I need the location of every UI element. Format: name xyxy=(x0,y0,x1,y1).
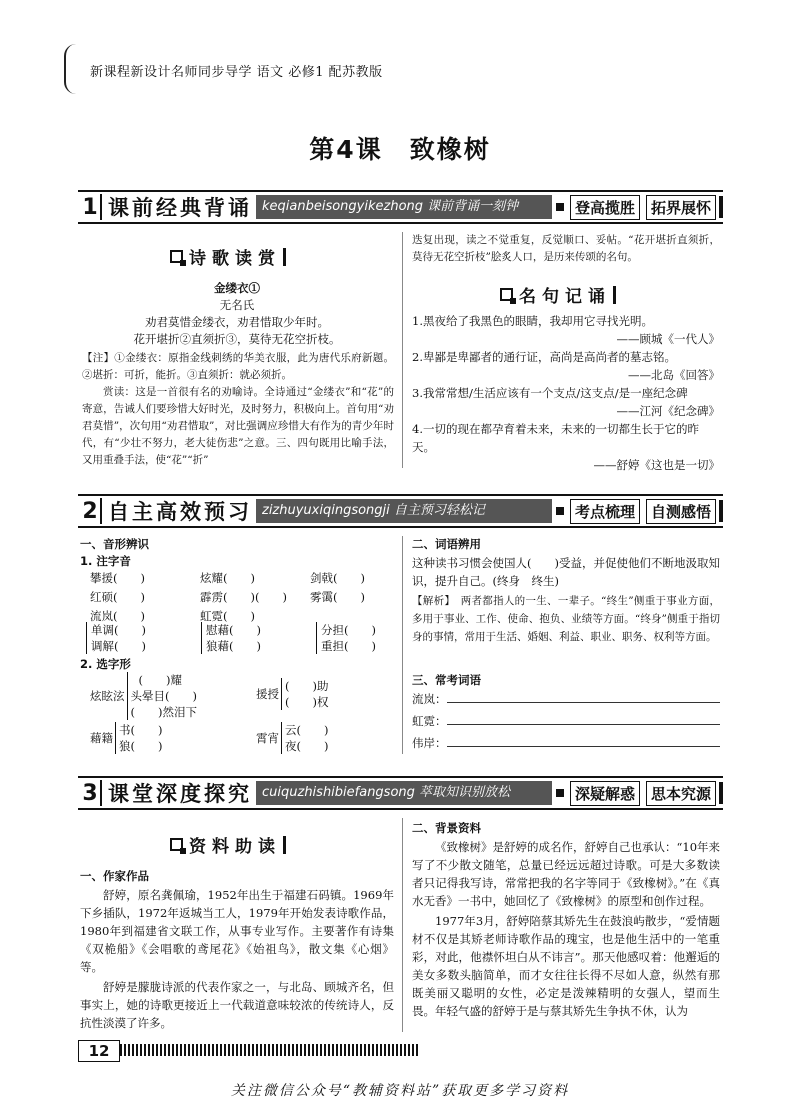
section2-banner xyxy=(78,494,723,528)
quote-item: 1.黑夜给了我黑色的眼睛，我却用它寻找光明。 ——顾城《一代人》 xyxy=(412,314,720,346)
section1-name: 课前经典背诵 xyxy=(108,196,252,220)
section2-name: 自主高效预习 xyxy=(108,500,252,524)
glyph-choice-4: 霄宵 云( ) 夜( ) xyxy=(256,723,329,753)
pair-group: 分担( ) 重担( ) xyxy=(316,622,391,654)
section1-tag1: 登高揽胜 xyxy=(570,195,640,220)
pronunciation-item[interactable]: 红硕( ) xyxy=(90,590,145,604)
sub-heading-text: 资料助读 xyxy=(189,837,281,857)
poem-line: 劝君莫惜金缕衣，劝君惜取少年时。 xyxy=(145,315,329,329)
background-paragraph-2: 1977年3月，舒婷陪蔡其矫先生在鼓浪屿散步，“爱情题材不仅是其矫老师诗歌作品的瑰宝，也是他生活中的一笔重彩，对此，他襟怀坦白从不讳言”。那天他感叹着：他邂逅的美女多数头脑简单，而才女往往长得不尽如人意，纵然有那既美丽又聪明的女性，必定是泼辣精明的女强人，望而生畏。年轻气盛的舒婷于是与蔡其矫先生争执不休，认为 xyxy=(412,914,720,1018)
section2-tag1: 考点梳理 xyxy=(570,499,640,524)
bar-icon xyxy=(283,836,286,854)
pronunciation-pairs xyxy=(86,622,391,654)
heading-changkao: 三、常考词语 xyxy=(412,673,481,687)
hatch-decoration xyxy=(120,1044,420,1056)
bar-icon xyxy=(283,248,286,266)
bar-icon xyxy=(719,500,723,522)
pronunciation-item[interactable]: 虹霓( ) xyxy=(200,609,255,623)
section2-tag2: 自测感悟 xyxy=(646,499,716,524)
bar-icon xyxy=(613,286,616,304)
bar-icon xyxy=(719,196,723,218)
pronunciation-item[interactable]: 炫耀( ) xyxy=(200,571,255,585)
sub-heading-text: 诗歌读赏 xyxy=(189,249,281,269)
poem-block xyxy=(82,280,392,348)
answer-line[interactable] xyxy=(447,734,721,747)
pair-group: 慰藉( ) 狼藉( ) xyxy=(201,622,276,654)
heading-yinxing: 一、音形辨识 xyxy=(80,537,149,551)
word-usage-analysis: 【解析】 两者都指人的一生、一辈子。“终生”侧重于事业方面，多用于事业、工作、使命、抱负、业绩等方面。“终身”侧重于指切身的事情，常用于生活、婚姻、利益、职业、职务、权利等方面。 xyxy=(412,595,720,643)
appreciation-continued: 迭复出现，读之不觉重复，反觉顺口、妥帖。“花开堪折直须折，莫待无花空折枝”脍炙人口，是历来传颂的名句。 xyxy=(412,234,720,263)
term-list xyxy=(412,690,720,752)
section3-number: 3 xyxy=(80,780,102,806)
word-usage-question: 这种读书习惯会使国人( )受益，并促使他们不断地汲取知识，提升自己。(终身 终生) xyxy=(412,556,720,588)
sub-heading-quotes xyxy=(500,282,616,307)
answer-line[interactable] xyxy=(447,712,721,725)
section3-pinyin: cuiquzhishibiefangsong 萃取知识别放松 xyxy=(256,781,552,805)
section1-pinyin: keqianbeisongyikezhong 课前背诵一刻钟 xyxy=(256,195,552,219)
author-paragraph-1: 舒婷，原名龚佩瑜，1952年出生于福建石码镇。1969年下乡插队，1972年返城当工人，1979年开始发表诗歌作品，1980年到福建省文联工作，从事专业写作。主要著作有诗集《双桅船》《会唱歌的鸢尾花》《始祖鸟》，散文集《心烟》等。 xyxy=(80,888,394,974)
quote-item: 4.一切的现在都孕育着未来，未来的一切都生长于它的昨天。 ——舒婷《这也是一切》 xyxy=(412,422,720,472)
term-row: 虹霓： xyxy=(412,712,720,730)
column-divider xyxy=(402,232,403,468)
pronunciation-item[interactable]: 剑戟( ) xyxy=(310,571,365,585)
term-row: 伟岸： xyxy=(412,734,720,752)
quote-item: 3.我常常想/生活应该有一个支点/这支点/是一座纪念碑 ——江河《纪念碑》 xyxy=(412,386,720,418)
section3-tag2: 思本究源 xyxy=(646,781,716,806)
square-bullet-icon xyxy=(500,288,513,301)
heading-zhuyin: 1. 注字音 xyxy=(80,554,131,568)
square-bullet-icon xyxy=(170,250,183,263)
square-icon xyxy=(556,203,564,211)
heading-xuanzixing: 2. 选字形 xyxy=(80,657,131,671)
heading-author-works: 一、作家作品 xyxy=(80,869,149,883)
poem-line: 花开堪折②直须折③，莫待无花空折枝。 xyxy=(133,332,341,346)
section3-tag1: 深疑解惑 xyxy=(570,781,640,806)
square-icon xyxy=(556,507,564,515)
square-bullet-icon xyxy=(170,838,183,851)
section1-number: 1 xyxy=(80,194,102,220)
page-footer: 关注微信公众号“教辅资料站”获取更多学习资料 xyxy=(230,1083,570,1099)
header-bracket xyxy=(64,44,80,94)
section2-number: 2 xyxy=(80,498,102,524)
section1-tag2: 拓界展怀 xyxy=(646,195,716,220)
pronunciation-grid xyxy=(90,570,420,625)
glyph-choice-3: 藉籍 书( ) 狼( ) xyxy=(90,723,163,753)
author-paragraph-2: 舒婷是朦胧诗派的代表作家之一，与北岛、顾城齐名，但事实上，她的诗歌更接近上一代载道意味较浓的传统诗人，反抗性淡漠了许多。 xyxy=(80,980,394,1030)
sub-heading-materials xyxy=(170,832,286,857)
poem-title: 金缕衣① xyxy=(214,281,260,295)
column-divider xyxy=(402,536,403,754)
heading-background: 二、背景资料 xyxy=(412,821,481,835)
pronunciation-item[interactable]: 霹雳( )( ) xyxy=(200,590,287,604)
square-icon xyxy=(556,789,564,797)
sub-heading-text: 名句记诵 xyxy=(519,287,611,307)
poem-note: 【注】①金缕衣：原指金线刺绣的华美衣服，此为唐代乐府新题。②堪折：可折，能折。③直须折：就必须折。 xyxy=(82,352,394,381)
page-number: 12 xyxy=(78,1040,120,1062)
heading-ciyu: 二、词语辨用 xyxy=(412,537,481,551)
lesson-title: 第4课 致橡树 xyxy=(309,135,491,164)
glyph-choice-2: 援授 ( )助 ( )权 xyxy=(256,679,329,709)
section3-banner xyxy=(78,776,723,810)
quote-item: 2.卑鄙是卑鄙者的通行证，高尚是高尚者的墓志铭。 ——北岛《回答》 xyxy=(412,350,720,382)
poem-appreciation: 赏读：这是一首很有名的劝喻诗。全诗通过“金缕衣”和“花”的寄意，告诫人们要珍惜大好时光，及时努力，积极向上。首句用“劝君莫惜”，次句用“劝君惜取”，对比强调应珍惜大有作为的青少年时代，有“少壮不努力，老大徒伤悲”之意。三、四句既用比喻手法，又用重叠手法，使“花”“折” xyxy=(82,386,394,466)
section1-banner xyxy=(78,190,723,224)
glyph-choice-1: 炫眩泫 ( )耀 头晕目( ) ( )然泪下 xyxy=(90,673,197,719)
pronunciation-item[interactable]: 流岚( ) xyxy=(90,609,145,623)
sub-heading-poem xyxy=(170,244,286,269)
answer-line[interactable] xyxy=(447,690,721,703)
quote-list xyxy=(412,312,720,474)
section3-name: 课堂深度探究 xyxy=(108,782,252,806)
background-paragraph-1: 《致橡树》是舒婷的成名作，舒婷自己也承认：“10年来写了不少散文随笔，总量已经远远超过诗歌。可是大多数读者只记得我写诗，常常把我的名字等同于《致橡树》。”在《真水无香》一书中，她回忆了《致橡树》的原型和创作过程。 xyxy=(412,840,721,908)
pronunciation-item[interactable]: 雾霭( ) xyxy=(310,590,365,604)
term-row: 流岚： xyxy=(412,690,720,708)
page-header: 新课程新设计名师同步导学 语文 必修1 配苏教版 xyxy=(90,65,383,80)
column-divider xyxy=(402,818,403,1032)
pair-group: 单调( ) 调解( ) xyxy=(86,622,161,654)
section2-pinyin: zizhuyuxiqingsongji 自主预习轻松记 xyxy=(256,499,552,523)
pronunciation-item[interactable]: 攀援( ) xyxy=(90,571,145,585)
poem-author: 无名氏 xyxy=(219,298,255,312)
bar-icon xyxy=(719,782,723,804)
